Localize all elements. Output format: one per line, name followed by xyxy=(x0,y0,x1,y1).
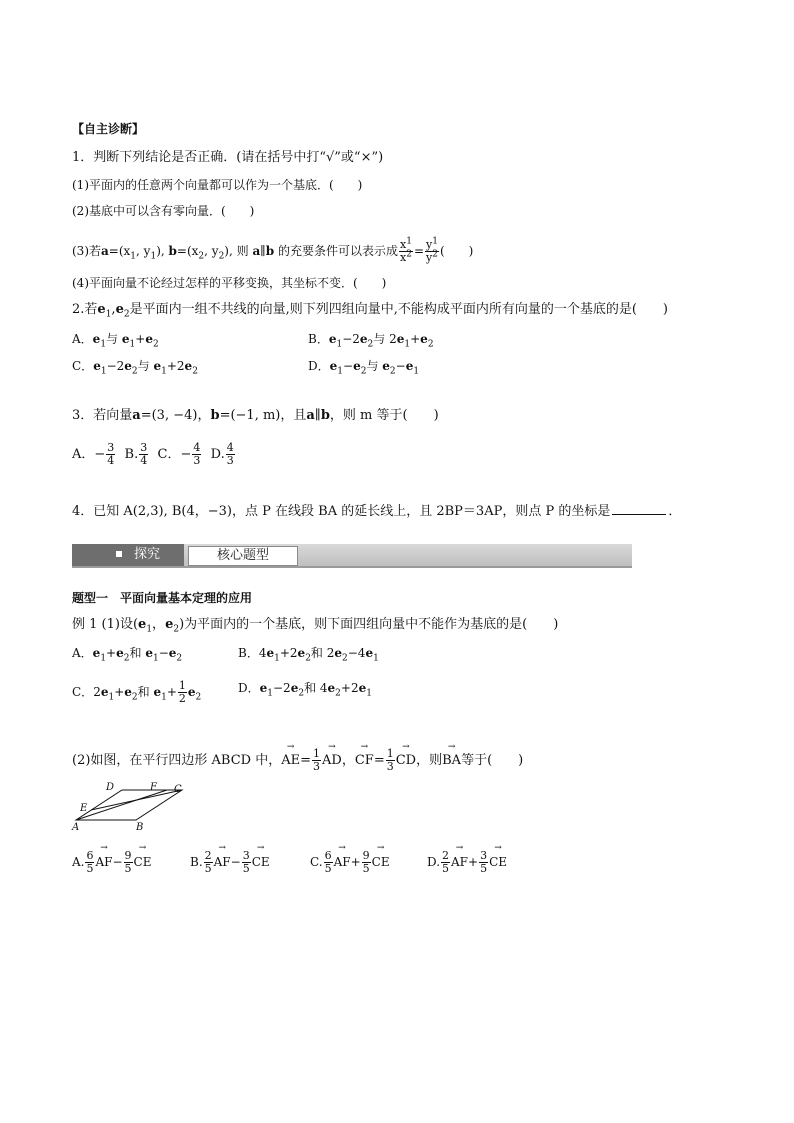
q2-stem: 2.若$e_1,e_2$是平面内一组不共线的向量,则下列四组向量中,不能构成平面内所有向量的一个基底的是( ) xyxy=(72,302,668,320)
ex1-part2-stem: (2)如图，在平行四边形 ABCD 中，→ AE= $\frac{1}{3}$ → AD，→ CF= $\frac{1}{3}$ → CD，则→ BA等于( ) xyxy=(72,748,523,773)
ex1-part1-stem: 例 1 (1)设($e_1$，$e_2$)为平面内的一个基底，则下面四组向量中不能作为基底的是( ) xyxy=(72,617,559,635)
q3-stem: 3．若向量a=(3, −4)，b=(−1, m)，且a∥b，则 m 等于( ) xyxy=(72,408,439,423)
banner-explore: 探究 xyxy=(72,544,184,566)
ex1-option-a: A．$e_1+e_2$和 $e_1-e_2$ xyxy=(72,646,183,664)
q1-title: 1．判断下列结论是否正确．(请在括号中打“√”或“×”) xyxy=(72,150,384,165)
ex1-part2-option-b: B. $\frac{2}{5}$ → AF− $\frac{3}{5}$ → CE xyxy=(190,850,270,875)
q1-statement-3: (3)若$a=(x_1$, $y_1$), $b=(x_2$, $y_2$), 则 a∥b 的充要条件可以表示成 $\frac{x^1}{x^2}$ = $\frac{y^1}{y^2}$ ( ) xyxy=(72,236,474,264)
parallelogram-figure xyxy=(70,780,190,836)
q4-stem: 4．已知 A(2,3), B(4，−3)，点 P 在线段 BA 的延长线上，且 2BP＝3AP，则点 P 的坐标是 ． xyxy=(72,504,682,519)
banner-core-types: 核心题型 xyxy=(188,546,298,566)
ex1-option-b: B．$4e_1+2e_2$和 $2e_2-4e_1$ xyxy=(238,646,379,664)
ex1-part2-option-c: C. $\frac{6}{5}$ → AF+ $\frac{9}{5}$ → CE xyxy=(310,850,390,875)
label-e: E xyxy=(80,803,88,814)
q2-option-d: D．$e_1-e_2$与 $e_2-e_1$ xyxy=(308,359,420,377)
label-f: F xyxy=(150,782,157,793)
type1-title: 题型一 平面向量基本定理的应用 xyxy=(72,591,253,605)
ex1-option-c: C．$2e_1+e_2$和 $e_1+$ $\frac{1}{2}$ $e_2$ xyxy=(72,679,202,705)
q1-statement-1: (1)平面内的任意两个向量都可以作为一个基底．( ) xyxy=(72,178,363,192)
ex1-part2-option-d: D. $\frac{2}{5}$ → AF+ $\frac{3}{5}$ → CE xyxy=(427,850,507,875)
label-c: C xyxy=(174,784,182,795)
section-banner xyxy=(72,544,632,568)
q1-statement-4: (4)平面向量不论经过怎样的平移变换，其坐标不变．( ) xyxy=(72,276,387,290)
ex1-option-d: D．$e_1-2e_2$和 $4e_2+2e_1$ xyxy=(238,681,372,699)
ex1-part2-option-a: A. $\frac{6}{5}$ → AF− $\frac{9}{5}$ → CE xyxy=(72,850,152,875)
q2-option-c: C．$e_1-2e_2$与 $e_1+2e_2$ xyxy=(72,359,198,377)
label-d: D xyxy=(106,782,115,793)
section-header: 【自主诊断】 xyxy=(72,122,145,136)
q3-options: A．− $\frac{3}{4}$ B. $\frac{3}{4}$ C．− $\frac{4}{3}$ D. $\frac{4}{3}$ xyxy=(72,441,234,467)
q2-option-a: A．$e_1$与 $e_1+e_2$ xyxy=(72,332,159,350)
answer-blank xyxy=(612,514,666,515)
q1-statement-2: (2)基底中可以含有零向量．( ) xyxy=(72,204,255,218)
label-a: A xyxy=(72,822,80,833)
square-bullet-icon xyxy=(116,551,122,557)
q2-option-b: B．$e_1-2e_2$与 $2e_1+e_2$ xyxy=(308,332,434,350)
label-b: B xyxy=(136,822,144,833)
